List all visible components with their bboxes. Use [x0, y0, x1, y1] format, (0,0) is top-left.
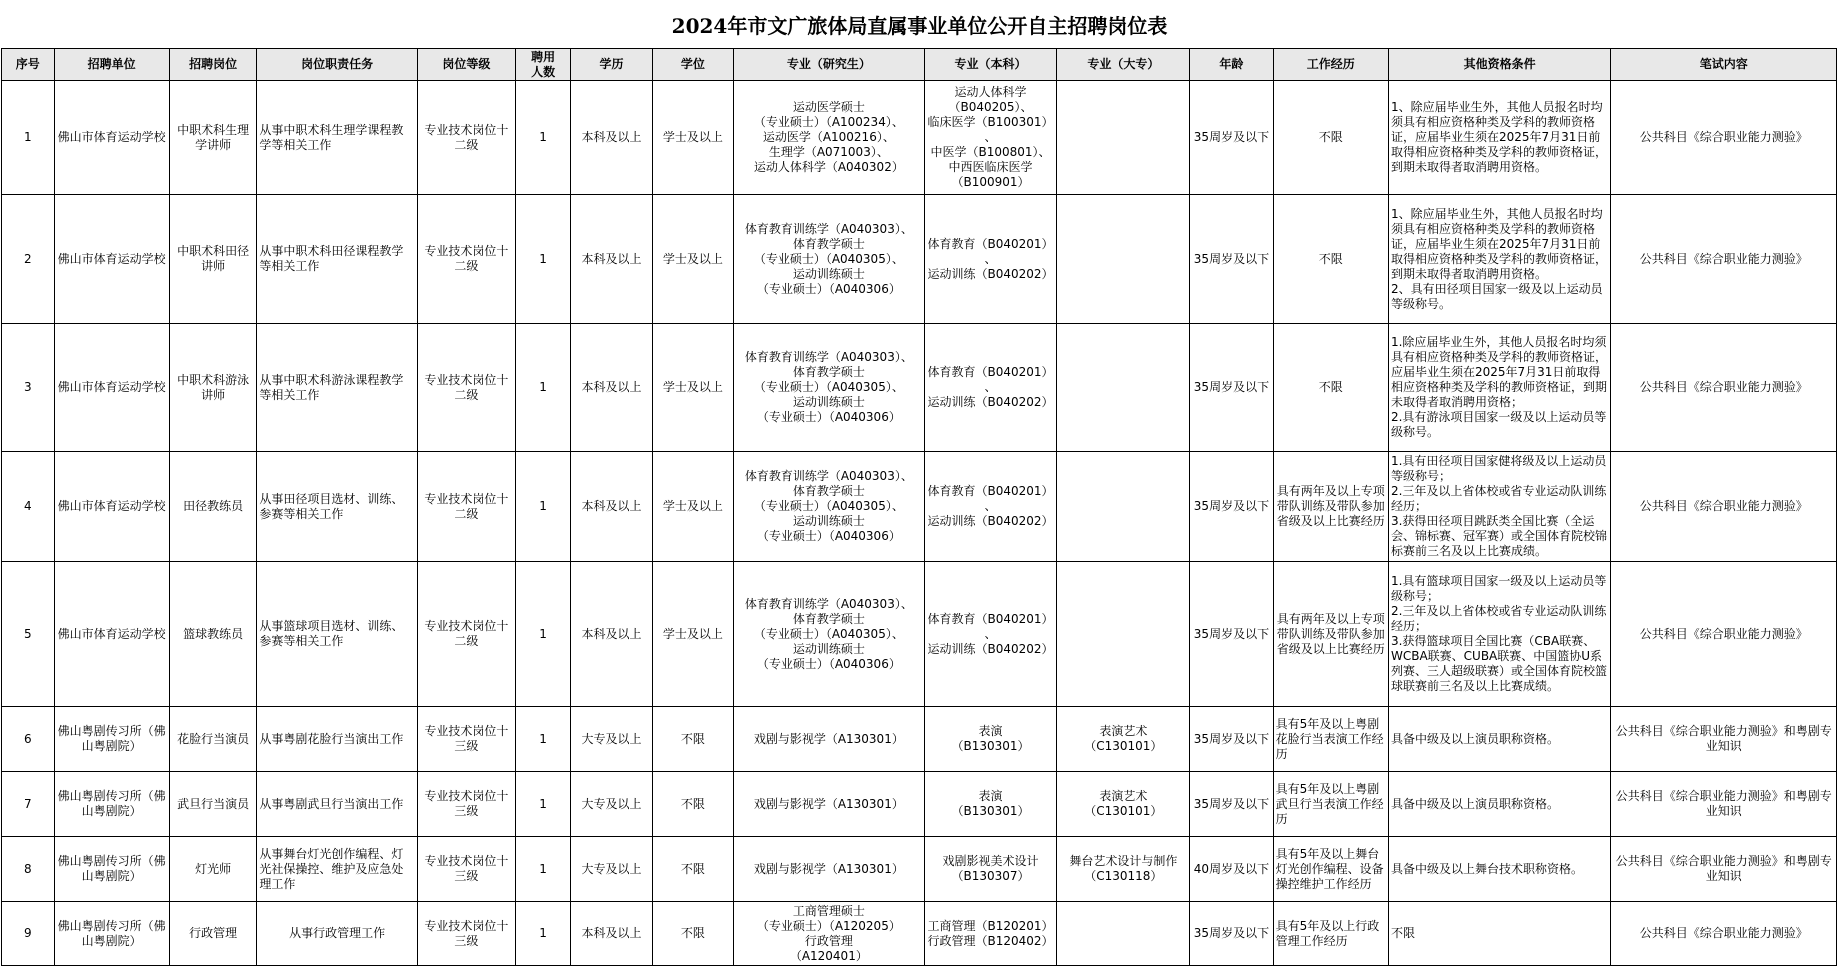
- cell-count: 1: [515, 195, 571, 324]
- col-header-edu: 学历: [571, 49, 652, 81]
- cell-bach-major: 体育教育（B040201） 、 运动训练（B040202）: [924, 195, 1057, 324]
- cell-experience: 具有5年及以上舞台灯光创作编程、设备操控维护工作经历: [1273, 837, 1388, 902]
- cell-grad-major: 体育教育训练学（A040303）、 体育教学硕士 （专业硕士）（A040305）、 运动训练硕士 （专业硕士）（A040306）: [734, 562, 925, 707]
- cell-exam: 公共科目《综合职业能力测验》: [1611, 195, 1837, 324]
- cell-bach-major: 体育教育（B040201） 、 运动训练（B040202）: [924, 452, 1057, 562]
- cell-count: 1: [515, 562, 571, 707]
- cell-exam: 公共科目《综合职业能力测验》: [1611, 81, 1837, 195]
- cell-unit: 佛山粤剧传习所（佛山粤剧院）: [54, 772, 169, 837]
- cell-duty: 从事粤剧花脸行当演出工作: [257, 707, 418, 772]
- cell-post: 行政管理: [169, 902, 257, 966]
- cell-experience: 具有5年及以上粤剧武旦行当表演工作经历: [1273, 772, 1388, 837]
- cell-unit: 佛山市体育运动学校: [54, 81, 169, 195]
- cell-age: 35周岁及以下: [1190, 452, 1273, 562]
- cell-grad-major: 戏剧与影视学（A130301）: [734, 707, 925, 772]
- table-row: [2, 324, 1837, 452]
- cell-degree: 不限: [652, 772, 733, 837]
- cell-post: 灯光师: [169, 837, 257, 902]
- cell-age: 35周岁及以下: [1190, 562, 1273, 707]
- cell-level: 专业技术岗位十三级: [417, 837, 515, 902]
- cell-age: 35周岁及以下: [1190, 81, 1273, 195]
- cell-other: 1.除应届毕业生外，其他人员报名时均须具有相应资格种类及学科的教师资格证，应届毕业生须在2025年7月31日前取得相应资格种类及学科的教师资格证，到期未取得者取消聘用资格； 2.具有游泳项目国家一级及以上运动员等级称号。: [1388, 324, 1610, 452]
- cell-degree: 学士及以上: [652, 81, 733, 195]
- cell-grad-major: 戏剧与影视学（A130301）: [734, 772, 925, 837]
- cell-other: 1、除应届毕业生外，其他人员报名时均须具有相应资格种类及学科的教师资格证，应届毕业生须在2025年7月31日前取得相应资格种类及学科的教师资格证，到期未取得者取消聘用资格。 2、具有田径项目国家一级及以上运动员等级称号。: [1388, 195, 1610, 324]
- cell-count: 1: [515, 81, 571, 195]
- table-row: [2, 772, 1837, 837]
- cell-college-major: [1057, 902, 1190, 966]
- cell-post: 花脸行当演员: [169, 707, 257, 772]
- cell-duty: 从事中职术科游泳课程教学等相关工作: [257, 324, 418, 452]
- cell-grad-major: 体育教育训练学（A040303）、 体育教学硕士 （专业硕士）（A040305）、 运动训练硕士 （专业硕士）（A040306）: [734, 452, 925, 562]
- cell-edu: 本科及以上: [571, 81, 652, 195]
- col-header-experience: 工作经历: [1273, 49, 1388, 81]
- cell-post: 中职术科田径讲师: [169, 195, 257, 324]
- cell-exam: 公共科目《综合职业能力测验》: [1611, 452, 1837, 562]
- cell-other: 1.具有篮球项目国家一级及以上运动员等级称号； 2.三年及以上省体校或省专业运动队训练经历； 3.获得篮球项目全国比赛（CBA联赛、WCBA联赛、CUBA联赛、中国篮协U系列赛、三人超级联赛）或全国体育院校篮球联赛前三名及以上比赛成绩。: [1388, 562, 1610, 707]
- cell-exam: 公共科目《综合职业能力测验》: [1611, 324, 1837, 452]
- table-row: [2, 562, 1837, 707]
- cell-edu: 本科及以上: [571, 195, 652, 324]
- cell-count: 1: [515, 324, 571, 452]
- cell-experience: 具有5年及以上行政管理工作经历: [1273, 902, 1388, 966]
- cell-count: 1: [515, 452, 571, 562]
- cell-duty: 从事中职术科田径课程教学等相关工作: [257, 195, 418, 324]
- cell-exam: 公共科目《综合职业能力测验》和粤剧专业知识: [1611, 837, 1837, 902]
- col-header-degree: 学位: [652, 49, 733, 81]
- cell-post: 武旦行当演员: [169, 772, 257, 837]
- cell-no: 9: [2, 902, 55, 966]
- cell-count: 1: [515, 837, 571, 902]
- cell-experience: 具有两年及以上专项带队训练及带队参加省级及以上比赛经历: [1273, 452, 1388, 562]
- col-header-exam: 笔试内容: [1611, 49, 1837, 81]
- cell-count: 1: [515, 902, 571, 966]
- cell-bach-major: 运动人体科学 （B040205）、 临床医学（B100301） 、 中医学（B100801）、 中西医临床医学 （B100901）: [924, 81, 1057, 195]
- cell-age: 35周岁及以下: [1190, 772, 1273, 837]
- table-row: [2, 81, 1837, 195]
- cell-bach-major: 工商管理（B120201） 行政管理（B120402）: [924, 902, 1057, 966]
- cell-college-major: [1057, 195, 1190, 324]
- cell-unit: 佛山粤剧传习所（佛山粤剧院）: [54, 837, 169, 902]
- cell-count: 1: [515, 707, 571, 772]
- cell-exam: 公共科目《综合职业能力测验》和粤剧专业知识: [1611, 707, 1837, 772]
- col-header-grad-major: 专业（研究生）: [734, 49, 925, 81]
- cell-post: 田径教练员: [169, 452, 257, 562]
- cell-level: 专业技术岗位十二级: [417, 324, 515, 452]
- cell-unit: 佛山市体育运动学校: [54, 562, 169, 707]
- cell-edu: 本科及以上: [571, 452, 652, 562]
- cell-age: 35周岁及以下: [1190, 195, 1273, 324]
- cell-bach-major: 表演 （B130301）: [924, 707, 1057, 772]
- cell-level: 专业技术岗位十三级: [417, 902, 515, 966]
- cell-level: 专业技术岗位十二级: [417, 562, 515, 707]
- cell-edu: 本科及以上: [571, 562, 652, 707]
- cell-unit: 佛山粤剧传习所（佛山粤剧院）: [54, 707, 169, 772]
- cell-bach-major: 戏剧影视美术设计 （B130307）: [924, 837, 1057, 902]
- cell-other: 不限: [1388, 902, 1610, 966]
- cell-age: 40周岁及以下: [1190, 837, 1273, 902]
- col-header-count: 聘用 人数: [515, 49, 571, 81]
- cell-college-major: 表演艺术 （C130101）: [1057, 707, 1190, 772]
- cell-age: 35周岁及以下: [1190, 707, 1273, 772]
- col-header-level: 岗位等级: [417, 49, 515, 81]
- cell-no: 8: [2, 837, 55, 902]
- cell-bach-major: 体育教育（B040201） 、 运动训练（B040202）: [924, 562, 1057, 707]
- cell-no: 6: [2, 707, 55, 772]
- cell-no: 4: [2, 452, 55, 562]
- page-title: 2024年市文广旅体局直属事业单位公开自主招聘岗位表: [671, 13, 1168, 38]
- cell-edu: 大专及以上: [571, 837, 652, 902]
- cell-college-major: [1057, 562, 1190, 707]
- cell-edu: 大专及以上: [571, 772, 652, 837]
- cell-level: 专业技术岗位十三级: [417, 772, 515, 837]
- cell-experience: 不限: [1273, 195, 1388, 324]
- cell-level: 专业技术岗位十二级: [417, 195, 515, 324]
- cell-unit: 佛山市体育运动学校: [54, 452, 169, 562]
- cell-post: 中职术科生理学讲师: [169, 81, 257, 195]
- cell-no: 5: [2, 562, 55, 707]
- cell-bach-major: 表演 （B130301）: [924, 772, 1057, 837]
- cell-unit: 佛山市体育运动学校: [54, 195, 169, 324]
- cell-exam: 公共科目《综合职业能力测验》: [1611, 562, 1837, 707]
- cell-level: 专业技术岗位十二级: [417, 452, 515, 562]
- cell-count: 1: [515, 772, 571, 837]
- cell-age: 35周岁及以下: [1190, 902, 1273, 966]
- cell-no: 2: [2, 195, 55, 324]
- col-header-bach-major: 专业（本科）: [924, 49, 1057, 81]
- table-row: [2, 195, 1837, 324]
- cell-experience: 具有两年及以上专项带队训练及带队参加省级及以上比赛经历: [1273, 562, 1388, 707]
- cell-level: 专业技术岗位十二级: [417, 81, 515, 195]
- cell-duty: 从事田径项目选材、训练、参赛等相关工作: [257, 452, 418, 562]
- cell-degree: 不限: [652, 707, 733, 772]
- cell-college-major: [1057, 324, 1190, 452]
- cell-degree: 学士及以上: [652, 562, 733, 707]
- col-header-college-major: 专业（大专）: [1057, 49, 1190, 81]
- cell-edu: 本科及以上: [571, 324, 652, 452]
- col-header-other: 其他资格条件: [1388, 49, 1610, 81]
- cell-college-major: [1057, 452, 1190, 562]
- cell-experience: 具有5年及以上粤剧花脸行当表演工作经历: [1273, 707, 1388, 772]
- cell-grad-major: 运动医学硕士 （专业硕士）（A100234）、 运动医学（A100216）、 生理学（A071003）、 运动人体科学（A040302）: [734, 81, 925, 195]
- cell-college-major: [1057, 81, 1190, 195]
- cell-age: 35周岁及以下: [1190, 324, 1273, 452]
- table-row: [2, 707, 1837, 772]
- cell-experience: 不限: [1273, 81, 1388, 195]
- col-header-post: 招聘岗位: [169, 49, 257, 81]
- cell-exam: 公共科目《综合职业能力测验》和粤剧专业知识: [1611, 772, 1837, 837]
- cell-degree: 学士及以上: [652, 195, 733, 324]
- header-row: [2, 49, 1837, 81]
- cell-no: 1: [2, 81, 55, 195]
- cell-duty: 从事行政管理工作: [257, 902, 418, 966]
- cell-duty: 从事中职术科生理学课程教学等相关工作: [257, 81, 418, 195]
- cell-post: 篮球教练员: [169, 562, 257, 707]
- cell-college-major: 舞台艺术设计与制作（C130118）: [1057, 837, 1190, 902]
- col-header-duty: 岗位职责任务: [257, 49, 418, 81]
- cell-other: 1.具有田径项目国家健将级及以上运动员等级称号； 2.三年及以上省体校或省专业运动队训练经历； 3.获得田径项目跳跃类全国比赛（全运会、锦标赛、冠军赛）或全国体育院校锦标赛前三名及以上比赛成绩。: [1388, 452, 1610, 562]
- col-header-no: 序号: [2, 49, 55, 81]
- cell-duty: 从事篮球项目选材、训练、参赛等相关工作: [257, 562, 418, 707]
- cell-post: 中职术科游泳讲师: [169, 324, 257, 452]
- cell-degree: 不限: [652, 837, 733, 902]
- table-row: [2, 902, 1837, 966]
- recruitment-table: [1, 48, 1837, 966]
- cell-bach-major: 体育教育（B040201） 、 运动训练（B040202）: [924, 324, 1057, 452]
- cell-duty: 从事舞台灯光创作编程、灯光社保操控、维护及应急处理工作: [257, 837, 418, 902]
- cell-edu: 大专及以上: [571, 707, 652, 772]
- cell-grad-major: 工商管理硕士 （专业硕士）（A120205） 行政管理 （A120401）: [734, 902, 925, 966]
- cell-grad-major: 戏剧与影视学（A130301）: [734, 837, 925, 902]
- cell-degree: 学士及以上: [652, 452, 733, 562]
- col-header-unit: 招聘单位: [54, 49, 169, 81]
- table-row: [2, 837, 1837, 902]
- cell-other: 1、除应届毕业生外，其他人员报名时均须具有相应资格种类及学科的教师资格证，应届毕业生须在2025年7月31日前取得相应资格种类及学科的教师资格证，到期未取得者取消聘用资格。: [1388, 81, 1610, 195]
- cell-no: 7: [2, 772, 55, 837]
- cell-other: 具备中级及以上演员职称资格。: [1388, 772, 1610, 837]
- cell-edu: 本科及以上: [571, 902, 652, 966]
- cell-college-major: 表演艺术 （C130101）: [1057, 772, 1190, 837]
- col-header-age: 年龄: [1190, 49, 1273, 81]
- cell-unit: 佛山市体育运动学校: [54, 324, 169, 452]
- cell-no: 3: [2, 324, 55, 452]
- cell-other: 具备中级及以上演员职称资格。: [1388, 707, 1610, 772]
- cell-other: 具备中级及以上舞台技术职称资格。: [1388, 837, 1610, 902]
- cell-degree: 不限: [652, 902, 733, 966]
- cell-experience: 不限: [1273, 324, 1388, 452]
- cell-grad-major: 体育教育训练学（A040303）、 体育教学硕士 （专业硕士）（A040305）、 运动训练硕士 （专业硕士）（A040306）: [734, 195, 925, 324]
- cell-grad-major: 体育教育训练学（A040303）、 体育教学硕士 （专业硕士）（A040305）、 运动训练硕士 （专业硕士）（A040306）: [734, 324, 925, 452]
- table-row: [2, 452, 1837, 562]
- cell-level: 专业技术岗位十三级: [417, 707, 515, 772]
- cell-unit: 佛山粤剧传习所（佛山粤剧院）: [54, 902, 169, 966]
- cell-exam: 公共科目《综合职业能力测验》: [1611, 902, 1837, 966]
- cell-duty: 从事粤剧武旦行当演出工作: [257, 772, 418, 837]
- cell-degree: 学士及以上: [652, 324, 733, 452]
